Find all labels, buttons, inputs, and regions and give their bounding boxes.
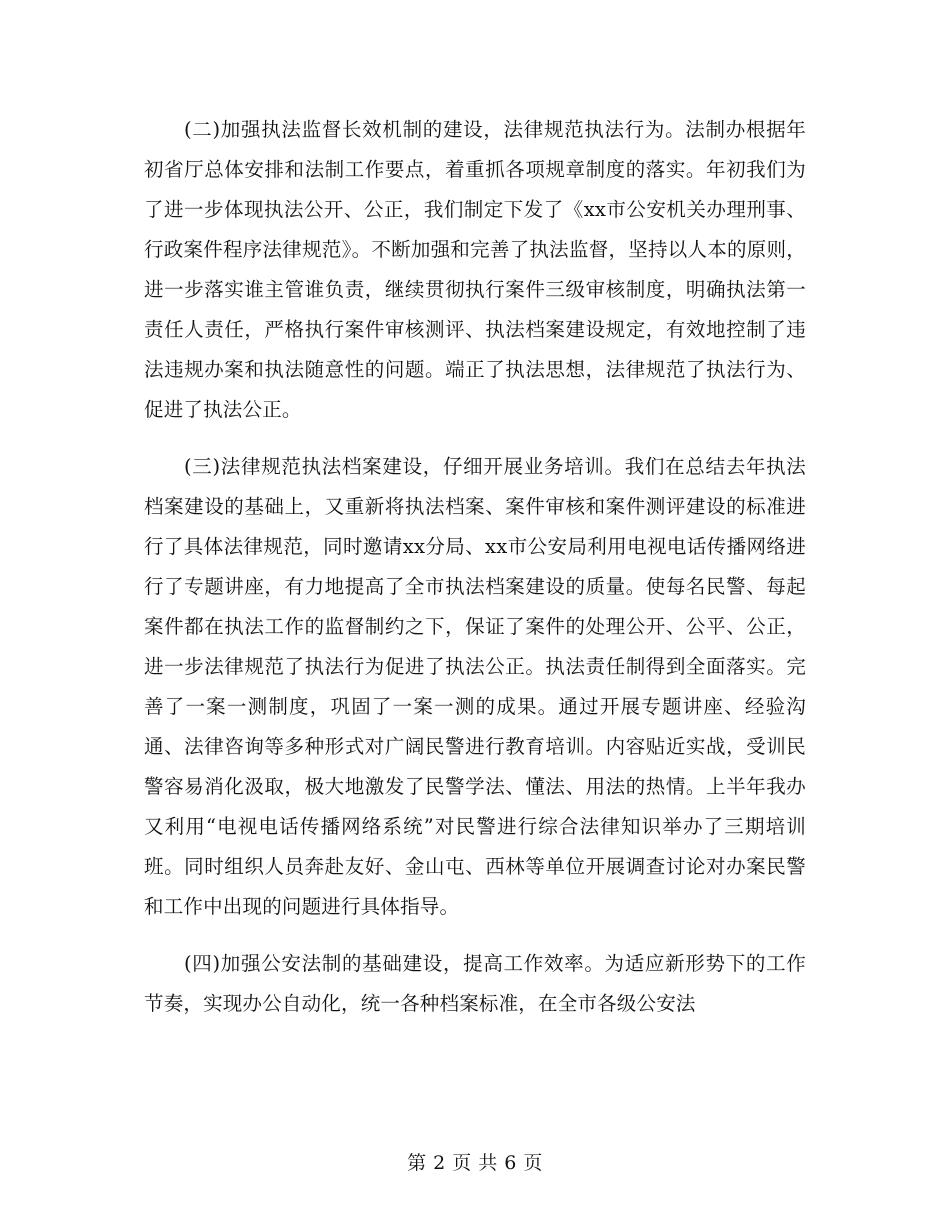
paragraph-3: (三)法律规范执法档案建设，仔细开展业务培训。我们在总结去年执法档案建设的基础上，又重新将执法档案、案件审核和案件测评建设的标准进行了具体法律规范，同时邀请xx分局、xx市公安局利用电视电话传播网络进行了专题讲座，有力地提高了全市执法档案建设的质量。使每名民警、每起案件都在执法工作的监督制约之下，保证了案件的处理公开、公平、公正，进一步法律规范了执法行为促进了执法公正。执法责任制得到全面落实。完善了一案一测制度，巩固了一案一测的成果。通过开展专题讲座、经验沟通、法律咨询等多种形式对广阔民警进行教育培训。内容贴近实战，受训民警容易消化汲取，极大地激发了民警学法、懂法、用法的热情。上半年我办又利用“电视电话传播网络系统”对民警进行综合法律知识举办了三期培训班。同时组织人员奔赴友好、金山屯、西林等单位开展调查讨论对办案民警和工作中出现的问题进行具体指导。 [144,455,806,918]
paragraph-2: (二)加强执法监督长效机制的建设，法律规范执法行为。法制办根据年初省厅总体安排和法制工作要点，着重抓各项规章制度的落实。年初我们为了进一步体现执法公开、公正，我们制定下发了《xx市公安机关办理刑事、行政案件程序法律规范》。不断加强和完善了执法监督，坚持以人本的原则，进一步落实谁主管谁负责，继续贯彻执行案件三级审核制度，明确执法第一责任人责任，严格执行案件审核测评、执法档案建设规定，有效地控制了违法违规办案和执法随意性的问题。端正了执法思想，法律规范了执法行为、促进了执法公正。 [144,118,806,421]
document-body [144,110,806,1024]
page-footer: 第 2 页 共 6 页 [407,1152,543,1174]
paragraph-4: (四)加强公安法制的基础建设，提高工作效率。为适应新形势下的工作节奏，实现办公自动化，统一各种档案标准，在全市各级公安法 [144,952,806,1015]
